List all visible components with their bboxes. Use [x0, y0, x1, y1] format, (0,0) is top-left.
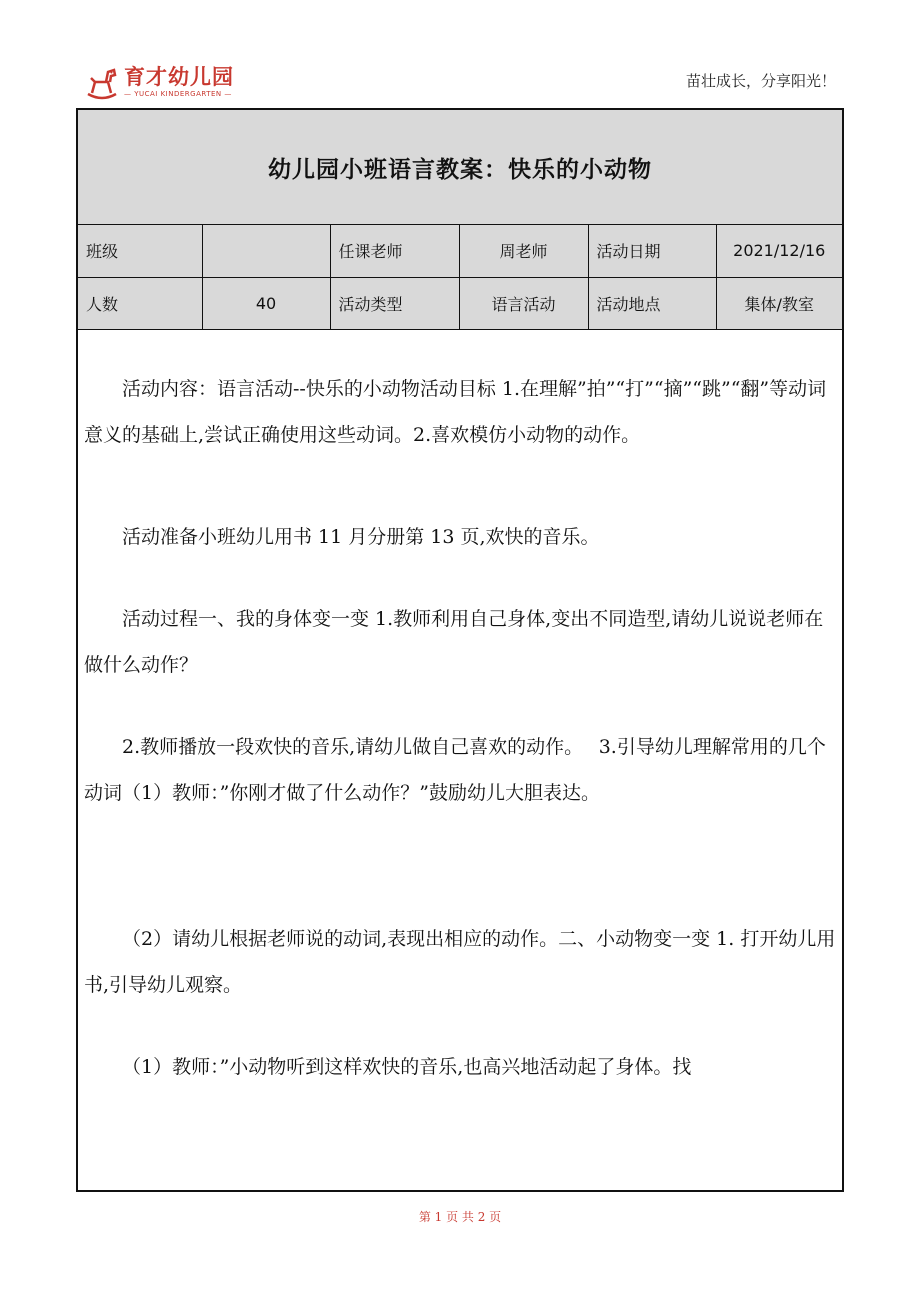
count-value: 40	[202, 277, 330, 329]
place-value: 集体/教室	[716, 277, 842, 329]
page-header	[76, 60, 846, 106]
info-row-2	[78, 277, 842, 329]
page-title: 幼儿园小班语言教案：快乐的小动物	[268, 156, 652, 183]
class-value	[202, 225, 330, 277]
lesson-content	[84, 330, 836, 1090]
title-band	[78, 110, 842, 225]
type-label: 活动类型	[330, 277, 459, 329]
teacher-value: 周老师	[459, 225, 588, 277]
type-value: 语言活动	[459, 277, 588, 329]
paragraph-process-1: 活动过程一、我的身体变一变 1.教师利用自己身体,变出不同造型,请幼儿说说老师在做什么动作？	[84, 608, 824, 676]
slogan: 苗壮成长，分享阳光！	[685, 72, 836, 90]
paragraph-preparation: 活动准备小班幼儿用书 11 月分册第 13 页,欢快的音乐。	[122, 526, 600, 548]
paragraph-process-3: （2）请幼儿根据老师说的动词,表现出相应的动作。二、小动物变一变 1. 打开幼儿用书,引导幼儿观察。	[84, 928, 836, 996]
page-footer: 第 1 页 共 2 页	[418, 1210, 502, 1224]
info-table	[78, 225, 842, 330]
logo-name: 育才幼儿园	[124, 65, 234, 89]
rocking-horse-icon	[84, 64, 120, 100]
lesson-plan-sheet	[76, 108, 844, 1192]
school-logo	[84, 64, 234, 100]
class-label: 班级	[78, 225, 202, 277]
logo-subtitle: — YUCAI KINDERGARTEN —	[124, 90, 232, 98]
paragraph-process-2: 2.教师播放一段欢快的音乐,请幼儿做自己喜欢的动作。 3.引导幼儿理解常用的几个动词（1）教师：”你刚才做了什么动作？”鼓励幼儿大胆表达。	[84, 736, 826, 804]
info-row-1	[78, 225, 842, 277]
teacher-label: 任课老师	[330, 225, 459, 277]
paragraph-activity-content: 活动内容：语言活动--快乐的小动物活动目标 1.在理解”拍”“打”“摘”“跳”“翻”等动词意义的基础上,尝试正确使用这些动词。2.喜欢模仿小动物的动作。	[84, 378, 827, 446]
count-label: 人数	[78, 277, 202, 329]
date-label: 活动日期	[588, 225, 716, 277]
date-value: 2021/12/16	[716, 225, 842, 277]
paragraph-process-4: （1）教师：”小动物听到这样欢快的音乐,也高兴地活动起了身体。找	[122, 1056, 692, 1078]
place-label: 活动地点	[588, 277, 716, 329]
